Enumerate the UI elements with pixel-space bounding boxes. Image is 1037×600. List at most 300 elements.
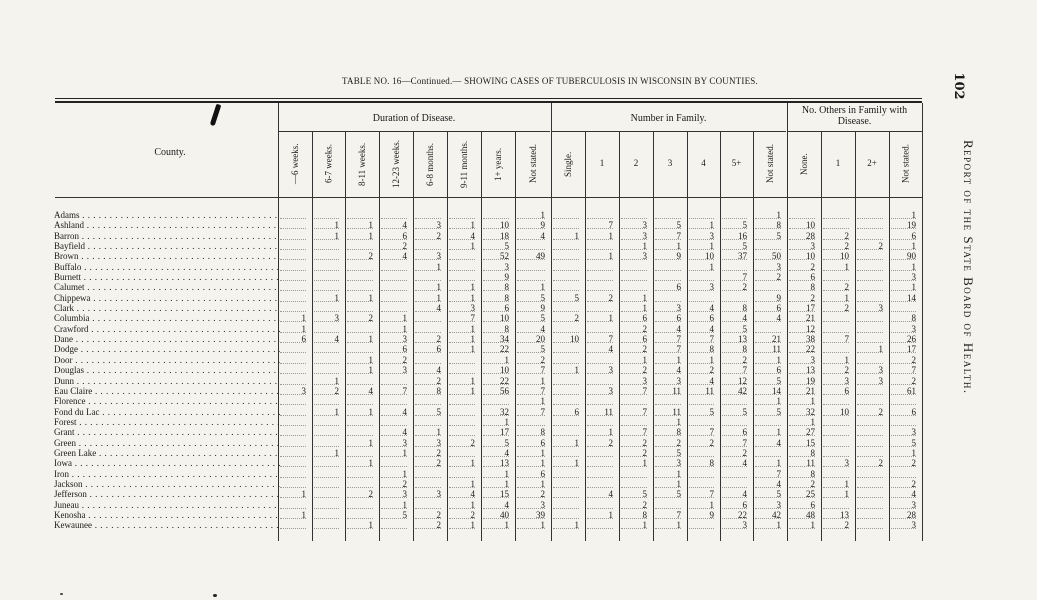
table-cell: [553, 510, 579, 519]
table-row: [0, 438, 935, 448]
table-cell: [517, 262, 545, 271]
table-cell: 11: [689, 386, 714, 395]
table-cell: 7: [689, 427, 714, 436]
table-cell: 3: [621, 231, 647, 240]
table-row: [0, 396, 935, 406]
table-cell: 1: [823, 479, 849, 488]
header-rule: [55, 197, 922, 198]
table-cell: 7: [449, 313, 475, 322]
table-row: [0, 417, 935, 427]
table-cell: [857, 251, 883, 260]
table-cell: [823, 438, 849, 447]
table-cell: 3: [621, 251, 647, 260]
table-cell: [553, 241, 579, 250]
county-name: Adams . . .: [54, 210, 280, 220]
table-cell: 3: [621, 220, 647, 229]
table-cell: [280, 210, 306, 219]
table-cell: 1: [789, 396, 815, 405]
table-cell: 1: [689, 241, 714, 250]
table-cell: [689, 272, 714, 281]
table-cell: 1: [823, 355, 849, 364]
table-cell: 3: [891, 500, 916, 509]
table-cell: [722, 396, 747, 405]
county-name: Chippewa . . .: [54, 293, 280, 303]
table-cell: 7: [755, 469, 781, 478]
table-cell: 7: [517, 407, 545, 416]
table-cell: 7: [381, 386, 407, 395]
table-cell: 2: [347, 251, 373, 260]
table-cell: [857, 355, 883, 364]
table-cell: [347, 427, 373, 436]
table-cell: [587, 469, 613, 478]
table-cell: 4: [655, 365, 681, 374]
table-cell: 7: [655, 334, 681, 343]
table-cell: 2: [823, 365, 849, 374]
table-cell: [381, 293, 407, 302]
column-header: 2: [633, 158, 639, 168]
table-cell: 1: [689, 262, 714, 271]
table-cell: 21: [789, 313, 815, 322]
table-cell: 2: [823, 282, 849, 291]
table-cell: 8: [483, 324, 509, 333]
table-cell: [517, 417, 545, 426]
table-cell: [553, 417, 579, 426]
table-cell: 1: [587, 313, 613, 322]
table-row: [0, 210, 935, 220]
table-cell: 10: [823, 407, 849, 416]
table-cell: 4: [587, 344, 613, 353]
table-cell: [347, 469, 373, 478]
table-cell: 1: [449, 324, 475, 333]
table-cell: [823, 417, 849, 426]
table-cell: [314, 510, 339, 519]
table-cell: 8: [789, 448, 815, 457]
table-cell: 3: [449, 303, 475, 312]
table-cell: [314, 324, 339, 333]
table-cell: [755, 282, 781, 291]
table-cell: [823, 500, 849, 509]
table-cell: 1: [755, 427, 781, 436]
table-cell: [689, 479, 714, 488]
table-cell: 4: [449, 231, 475, 240]
table-cell: [280, 438, 306, 447]
table-cell: 7: [517, 386, 545, 395]
table-row: [0, 520, 935, 530]
table-cell: 1: [347, 438, 373, 447]
table-cell: [857, 334, 883, 343]
table-cell: [280, 355, 306, 364]
table-cell: 1: [449, 479, 475, 488]
top-rule: [55, 98, 922, 99]
table-cell: 6: [517, 438, 545, 447]
table-cell: 22: [722, 510, 747, 519]
table-cell: [553, 448, 579, 457]
table-cell: [722, 479, 747, 488]
table-cell: 7: [689, 489, 714, 498]
table-row: [0, 220, 935, 230]
table-cell: 2: [415, 448, 441, 457]
table-cell: [347, 417, 373, 426]
table-cell: 1: [415, 427, 441, 436]
table-cell: 2: [857, 407, 883, 416]
table-cell: [347, 479, 373, 488]
table-cell: [823, 469, 849, 478]
table-cell: 42: [755, 510, 781, 519]
table-cell: [415, 324, 441, 333]
table-cell: 1: [553, 520, 579, 529]
table-cell: 2: [621, 324, 647, 333]
table-cell: 8: [722, 344, 747, 353]
table-cell: 9: [483, 272, 509, 281]
table-cell: [553, 324, 579, 333]
table-cell: [280, 220, 306, 229]
table-cell: [347, 324, 373, 333]
table-cell: 1: [381, 313, 407, 322]
table-cell: 10: [483, 313, 509, 322]
table-cell: 3: [689, 282, 714, 291]
county-name: Florence . . .: [54, 396, 280, 406]
county-name: Douglas . . .: [54, 365, 280, 375]
column-header: Single.: [563, 151, 573, 177]
table-cell: [314, 396, 339, 405]
table-cell: 8: [655, 427, 681, 436]
table-cell: 1: [314, 220, 339, 229]
table-cell: 2: [587, 293, 613, 302]
table-cell: 6: [381, 344, 407, 353]
table-row: [0, 334, 935, 344]
table-cell: [553, 220, 579, 229]
table-row: [0, 251, 935, 261]
county-name: Green . . .: [54, 438, 280, 448]
table-cell: 10: [553, 334, 579, 343]
table-cell: [891, 469, 916, 478]
county-name: Iron . . .: [54, 469, 280, 479]
table-cell: 5: [755, 231, 781, 240]
table-cell: [553, 303, 579, 312]
table-cell: 1: [449, 241, 475, 250]
table-cell: 5: [483, 438, 509, 447]
table-cell: 13: [789, 365, 815, 374]
table-cell: [314, 427, 339, 436]
table-cell: 14: [755, 386, 781, 395]
table-cell: 2: [857, 241, 883, 250]
table-cell: 6: [722, 427, 747, 436]
table-cell: [722, 262, 747, 271]
table-cell: 32: [483, 407, 509, 416]
table-cell: [755, 417, 781, 426]
table-cell: [857, 510, 883, 519]
table-cell: 4: [891, 489, 916, 498]
group-underline: [278, 131, 550, 132]
table-cell: [587, 458, 613, 467]
table-cell: 3: [689, 231, 714, 240]
table-cell: [347, 344, 373, 353]
table-cell: 52: [483, 251, 509, 260]
table-cell: 4: [381, 220, 407, 229]
table-cell: 1: [621, 303, 647, 312]
table-cell: [449, 251, 475, 260]
table-cell: [655, 272, 681, 281]
table-cell: [722, 210, 747, 219]
table-cell: [587, 500, 613, 509]
table-cell: 4: [314, 334, 339, 343]
table-cell: 4: [722, 458, 747, 467]
table-cell: [823, 272, 849, 281]
table-cell: 48: [789, 510, 815, 519]
county-name: Dodge . . .: [54, 344, 280, 354]
table-cell: 1: [891, 262, 916, 271]
table-cell: [415, 479, 441, 488]
table-row: [0, 344, 935, 354]
group-header-duration: Duration of Disease.: [372, 113, 456, 124]
table-cell: 6: [755, 365, 781, 374]
table-cell: 1: [314, 293, 339, 302]
table-cell: 3: [587, 386, 613, 395]
table-cell: 3: [314, 313, 339, 322]
table-cell: [347, 376, 373, 385]
column-header: 6-7 weeks.: [323, 144, 334, 184]
table-row: [0, 510, 935, 520]
table-cell: 5: [415, 407, 441, 416]
table-cell: 4: [381, 407, 407, 416]
county-name: Grant . . .: [54, 427, 280, 437]
table-cell: 3: [891, 272, 916, 281]
table-row: [0, 324, 935, 334]
table-cell: [689, 448, 714, 457]
table-cell: 1: [553, 458, 579, 467]
table-cell: 5: [483, 241, 509, 250]
table-cell: 28: [789, 231, 815, 240]
table-cell: [553, 396, 579, 405]
table-row: [0, 469, 935, 479]
table-cell: 5: [517, 344, 545, 353]
table-cell: 6: [381, 231, 407, 240]
table-cell: 14: [891, 293, 916, 302]
table-cell: 1: [449, 500, 475, 509]
table-cell: [449, 396, 475, 405]
table-cell: 2: [789, 262, 815, 271]
group-underline: [551, 131, 786, 132]
county-name: Burnett . . .: [54, 272, 280, 282]
table-cell: 2: [415, 376, 441, 385]
table-cell: 4: [415, 303, 441, 312]
table-cell: 2: [381, 241, 407, 250]
table-cell: 3: [755, 262, 781, 271]
table-cell: 4: [587, 489, 613, 498]
county-column-header: County.: [154, 147, 186, 158]
table-cell: 2: [823, 303, 849, 312]
table-cell: [314, 344, 339, 353]
table-cell: [381, 458, 407, 467]
table-cell: [857, 427, 883, 436]
table-cell: 1: [621, 241, 647, 250]
table-cell: [755, 448, 781, 457]
table-cell: 22: [789, 344, 815, 353]
table-cell: 7: [621, 427, 647, 436]
table-cell: 8: [689, 458, 714, 467]
table-cell: 3: [722, 520, 747, 529]
table-cell: 42: [722, 386, 747, 395]
table-cell: [823, 210, 849, 219]
table-row: [0, 458, 935, 468]
table-cell: 3: [483, 262, 509, 271]
table-cell: 1: [449, 376, 475, 385]
table-cell: [415, 313, 441, 322]
table-cell: 12: [722, 376, 747, 385]
table-cell: [553, 210, 579, 219]
table-cell: 3: [415, 489, 441, 498]
county-name: Columbia . . .: [54, 313, 280, 323]
county-name: Jackson . . .: [54, 479, 280, 489]
table-cell: [280, 344, 306, 353]
table-cell: 22: [483, 344, 509, 353]
table-cell: [280, 469, 306, 478]
table-cell: 6: [280, 334, 306, 343]
county-name: Kenosha . . .: [54, 510, 280, 520]
table-cell: [381, 210, 407, 219]
table-cell: 1: [483, 355, 509, 364]
table-cell: 2: [621, 448, 647, 457]
table-cell: 10: [689, 251, 714, 260]
table-cell: [314, 489, 339, 498]
table-cell: [857, 479, 883, 488]
table-cell: [381, 520, 407, 529]
table-cell: 3: [655, 376, 681, 385]
table-cell: [823, 344, 849, 353]
table-cell: 1: [347, 231, 373, 240]
table-cell: 90: [891, 251, 916, 260]
table-cell: [689, 396, 714, 405]
table-cell: [280, 417, 306, 426]
table-cell: [280, 500, 306, 509]
table-cell: 20: [517, 334, 545, 343]
table-row: [0, 500, 935, 510]
table-cell: 4: [483, 500, 509, 509]
table-cell: [381, 272, 407, 281]
table-cell: 2: [722, 282, 747, 291]
table-row: [0, 303, 935, 313]
column-header: 1: [835, 158, 841, 168]
table-cell: [587, 272, 613, 281]
table-cell: 25: [789, 489, 815, 498]
table-cell: 1: [755, 210, 781, 219]
table-cell: 8: [621, 510, 647, 519]
table-row: [0, 365, 935, 375]
table-cell: 5: [755, 376, 781, 385]
table-cell: [553, 500, 579, 509]
table-cell: 27: [789, 427, 815, 436]
column-header: 1+ years.: [493, 147, 503, 181]
table-cell: 1: [415, 262, 441, 271]
table-cell: [891, 396, 916, 405]
table-cell: [381, 376, 407, 385]
table-cell: 3: [891, 427, 916, 436]
table-row: [0, 355, 935, 365]
table-cell: [314, 262, 339, 271]
table-cell: 4: [755, 479, 781, 488]
table-cell: 6: [415, 344, 441, 353]
table-cell: [857, 469, 883, 478]
table-cell: [823, 427, 849, 436]
table-cell: 1: [347, 355, 373, 364]
table-cell: 3: [381, 438, 407, 447]
table-cell: [857, 272, 883, 281]
table-cell: 7: [655, 231, 681, 240]
table-cell: [449, 427, 475, 436]
table-cell: 2: [587, 438, 613, 447]
table-cell: 1: [314, 407, 339, 416]
table-cell: 2: [823, 241, 849, 250]
table-cell: [381, 417, 407, 426]
table-cell: 10: [483, 220, 509, 229]
table-cell: 1: [415, 293, 441, 302]
table-cell: 5: [891, 438, 916, 447]
table-cell: 2: [689, 438, 714, 447]
table-cell: [314, 458, 339, 467]
table-cell: [280, 448, 306, 457]
table-cell: 2: [722, 448, 747, 457]
table-cell: [857, 520, 883, 529]
table-cell: 1: [655, 479, 681, 488]
table-cell: [553, 479, 579, 488]
table-cell: 1: [823, 489, 849, 498]
table-cell: 6: [789, 272, 815, 281]
table-cell: [823, 396, 849, 405]
table-cell: [755, 241, 781, 250]
column-header: 12-23 weeks.: [391, 140, 401, 188]
table-cell: [314, 210, 339, 219]
table-cell: 1: [655, 469, 681, 478]
table-cell: [857, 231, 883, 240]
county-name: Eau Claire . . .: [54, 386, 280, 396]
table-cell: [789, 210, 815, 219]
table-cell: 2: [314, 386, 339, 395]
table-cell: [857, 210, 883, 219]
table-cell: [823, 324, 849, 333]
table-row: [0, 282, 935, 292]
table-cell: [483, 210, 509, 219]
table-cell: 1: [347, 293, 373, 302]
table-cell: [553, 355, 579, 364]
table-cell: 1: [587, 427, 613, 436]
table-cell: 15: [483, 489, 509, 498]
table-cell: [587, 210, 613, 219]
table-cell: [689, 210, 714, 219]
table-cell: [347, 500, 373, 509]
table-cell: 8: [517, 427, 545, 436]
table-cell: 7: [722, 272, 747, 281]
table-cell: 2: [789, 479, 815, 488]
table-cell: 15: [789, 438, 815, 447]
county-name: Calumet . . .: [54, 282, 280, 292]
table-cell: 1: [517, 458, 545, 467]
table-cell: 2: [381, 479, 407, 488]
table-cell: [415, 417, 441, 426]
table-row: [0, 479, 935, 489]
table-cell: 1: [347, 520, 373, 529]
table-cell: [553, 469, 579, 478]
table-cell: 3: [655, 458, 681, 467]
table-cell: [280, 272, 306, 281]
table-cell: 7: [722, 365, 747, 374]
table-cell: [280, 396, 306, 405]
table-cell: 1: [449, 344, 475, 353]
table-cell: 9: [517, 220, 545, 229]
table-cell: 9: [755, 293, 781, 302]
table-cell: 7: [587, 334, 613, 343]
table-cell: 61: [891, 386, 916, 395]
table-cell: 19: [789, 376, 815, 385]
